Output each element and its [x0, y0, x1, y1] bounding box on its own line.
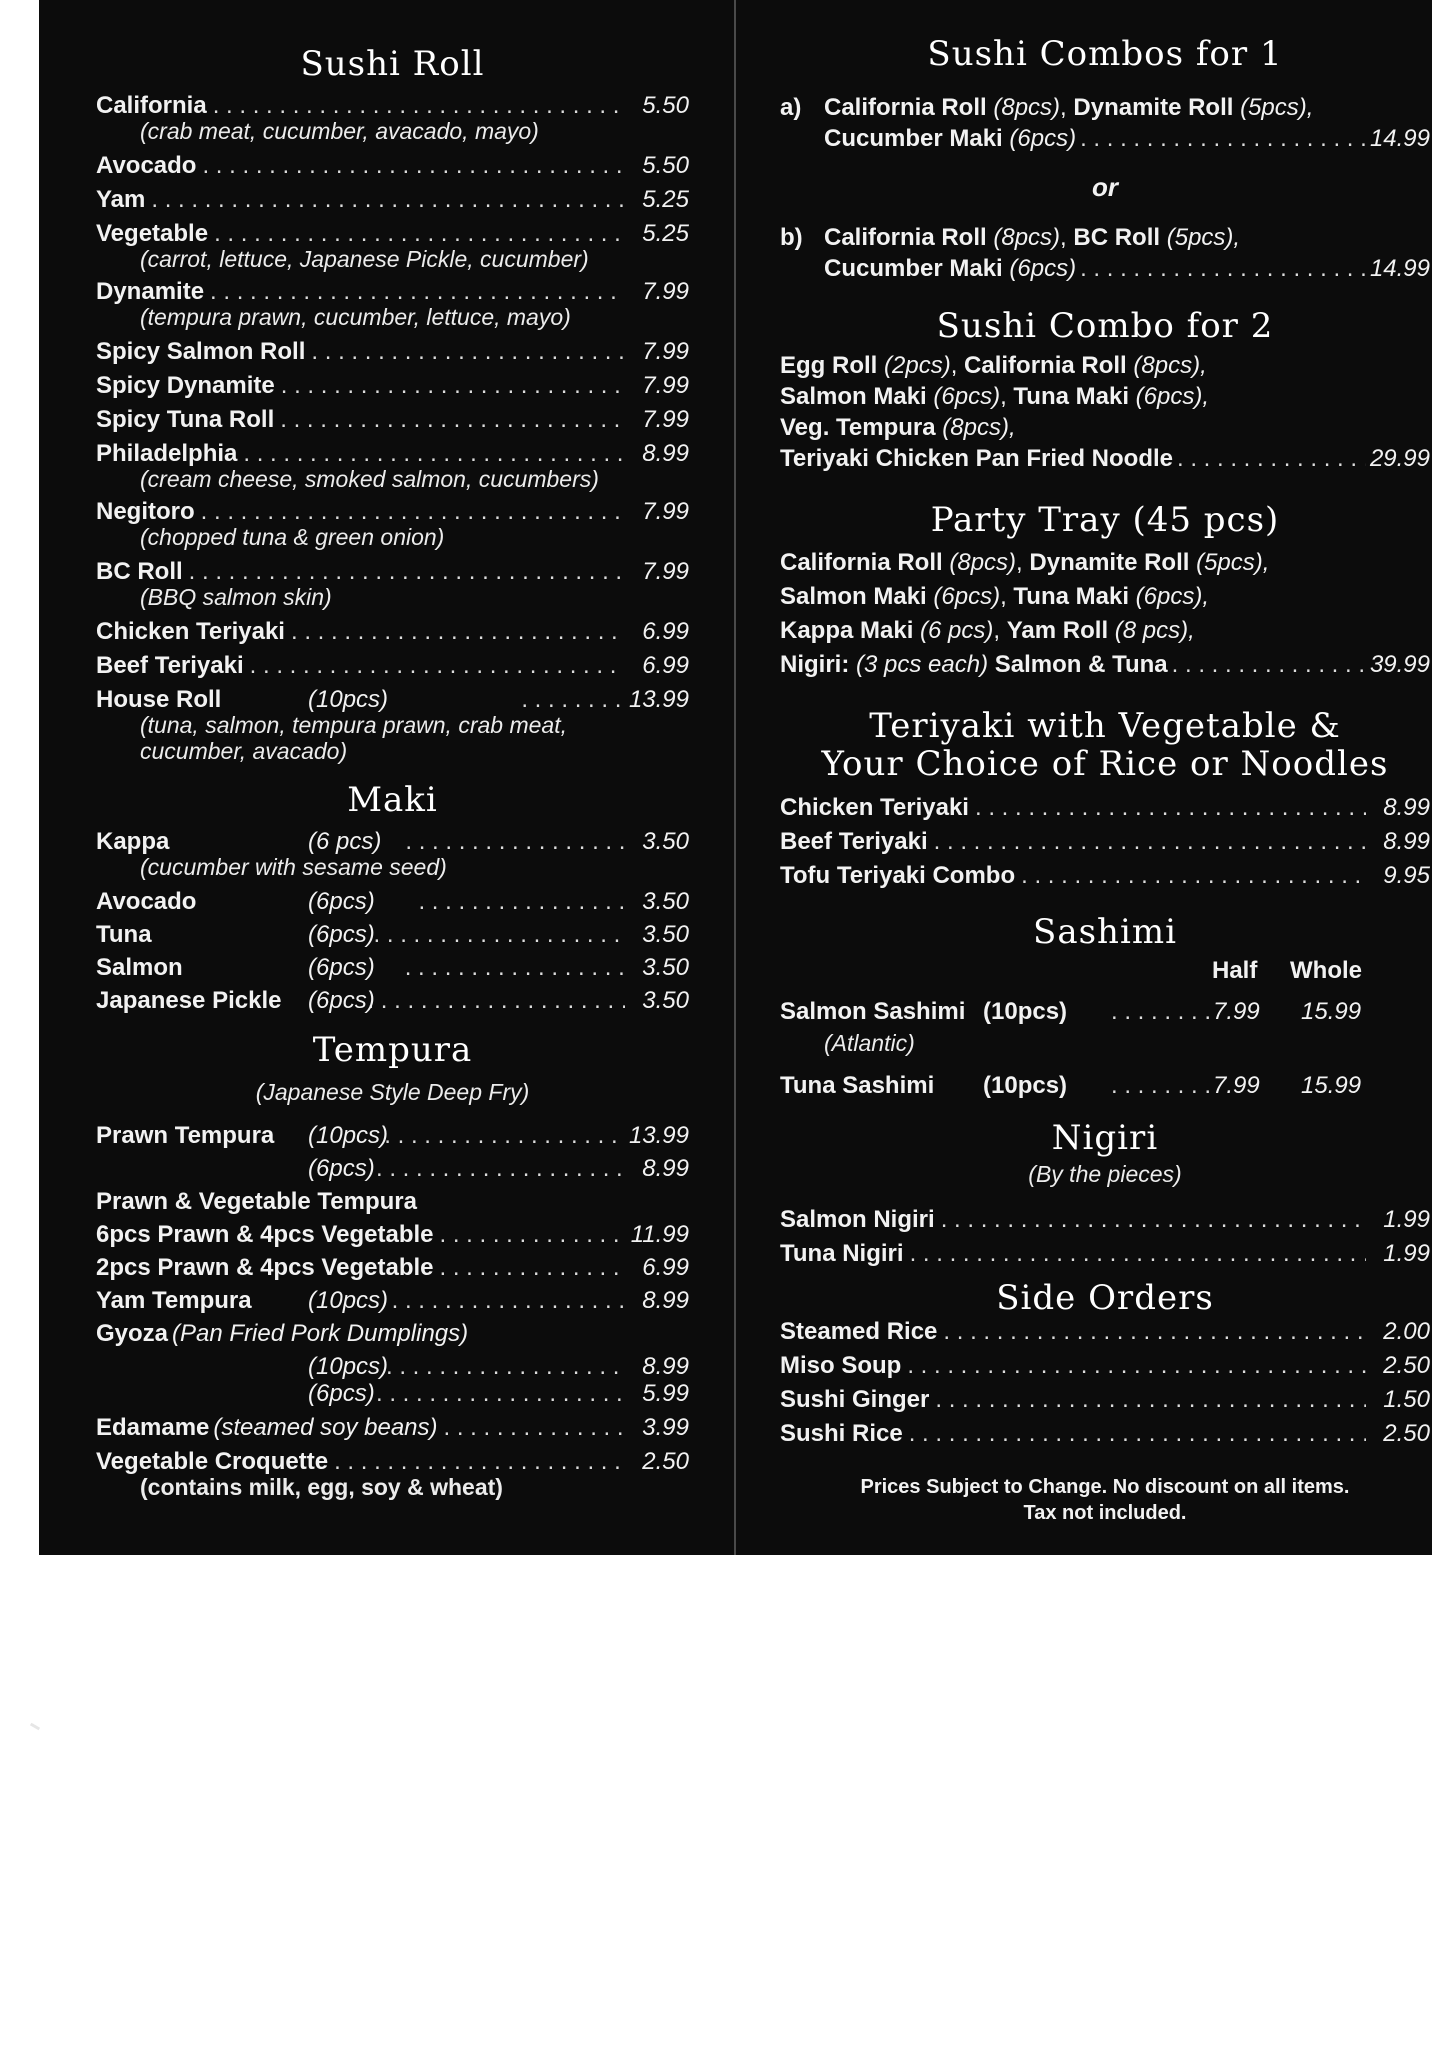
menu-item: Philadelphia . . . 8.99 — [96, 438, 689, 470]
menu-item: California . . . 5.50 — [96, 90, 689, 122]
party-tray-contents: California Roll (8pcs) , Dynamite Roll (5pcs), Salmon Maki (6pcs) , Tuna Maki (6pcs), Kappa Maki (6 pcs) , Yam Roll (8 pcs), Nigiri: (3 pcs each) Salmon & Tuna . . . 39.99 — [780, 546, 1430, 682]
menu-item: Vegetable Croquette . . . 2.50 — [96, 1446, 689, 1478]
combo-for-2-contents: Egg Roll (2pcs) , California Roll (8pcs), Salmon Maki (6pcs) , Tuna Maki (6pcs), Veg. Tempura (8pcs), Teriyaki Chicken Pan Fried Noodle . . . 29.99 — [780, 350, 1430, 474]
menu-item: Avocado . . . 5.50 — [96, 150, 689, 182]
combo-for-2-heading: Sushi Combo for 2 — [936, 306, 1274, 346]
item-description: (cucumber with sesame seed) — [140, 854, 447, 880]
item-description: (tempura prawn, cucumber, lettuce, mayo) — [140, 304, 571, 330]
menu-item: (6pcs) . . . 8.99 — [96, 1153, 689, 1185]
left-column — [96, 0, 689, 1555]
price-note: Prices Subject to Change. No discount on all items. — [860, 1476, 1350, 1498]
combo-a: a) California Roll (8pcs) , Dynamite Roll (5pcs), Cucumber Maki (6pcs) . . . 14.99 — [780, 92, 1430, 154]
menu-sheet — [39, 0, 1432, 1555]
sashimi-row: Tuna Sashimi (10pcs) . . . 7.99 15.99 — [780, 1070, 1430, 1102]
menu-item: Prawn Tempura (10pcs) . . . 13.99 — [96, 1120, 689, 1152]
menu-item: Spicy Salmon Roll . . . 7.99 — [96, 336, 689, 368]
menu-item: Salmon (6pcs) . . . 3.50 — [96, 952, 689, 984]
menu-item: Chicken Teriyaki . . . 6.99 — [96, 616, 689, 648]
maki-heading: Maki — [347, 780, 438, 820]
menu-item: Sushi Rice . . . 2.50 — [780, 1418, 1430, 1450]
menu-item: Edamame (steamed soy beans) . . . 3.99 — [96, 1412, 689, 1444]
or-separator: or — [1092, 172, 1118, 202]
menu-item: Tuna (6pcs) . . . 3.50 — [96, 919, 689, 951]
right-column — [780, 0, 1430, 1555]
sashimi-row: Salmon Sashimi (10pcs) . . . 7.99 15.99 — [780, 996, 1430, 1028]
tempura-heading: Tempura — [312, 1030, 473, 1070]
menu-item: Spicy Tuna Roll . . . 7.99 — [96, 404, 689, 436]
menu-item: Yam . . . 5.25 — [96, 184, 689, 216]
tempura-subtitle: (Japanese Style Deep Fry) — [255, 1079, 530, 1105]
menu-item: Sushi Ginger . . . 1.50 — [780, 1384, 1430, 1416]
menu-item: Prawn & Vegetable Tempura — [96, 1188, 417, 1215]
item-description: (chopped tuna & green onion) — [140, 524, 445, 550]
menu-item: Tuna Nigiri . . . 1.99 — [780, 1238, 1430, 1270]
menu-item: (6pcs) . . . 5.99 — [96, 1378, 689, 1410]
item-description: (crab meat, cucumber, avacado, mayo) — [140, 118, 539, 144]
menu-item: Gyoza (Pan Fried Pork Dumplings) — [96, 1320, 469, 1347]
item-description: (BBQ salmon skin) — [140, 584, 332, 610]
nigiri-subtitle: (By the pieces) — [1028, 1161, 1182, 1187]
sashimi-heading: Sashimi — [1033, 912, 1177, 952]
item-description: (Atlantic) — [824, 1030, 915, 1056]
nigiri-heading: Nigiri — [1051, 1118, 1159, 1158]
menu-item: Vegetable . . . 5.25 — [96, 218, 689, 250]
teriyaki-heading-line1: Teriyaki with Vegetable & — [869, 706, 1341, 746]
column-divider — [734, 0, 736, 1555]
menu-item: Negitoro . . . 7.99 — [96, 496, 689, 528]
scan-speck — [30, 1723, 40, 1731]
whole-column-label: Whole — [1290, 957, 1362, 984]
menu-item: Beef Teriyaki . . . 8.99 — [780, 826, 1430, 858]
half-column-label: Half — [1212, 957, 1258, 984]
menu-item: Miso Soup . . . 2.50 — [780, 1350, 1430, 1382]
menu-item: Avocado (6pcs) . . . 3.50 — [96, 886, 689, 918]
side-orders-heading: Side Orders — [996, 1278, 1214, 1318]
menu-item: 6pcs Prawn & 4pcs Vegetable . . . 11.99 — [96, 1219, 689, 1251]
item-description: (tuna, salmon, tempura prawn, crab meat, — [140, 712, 567, 738]
item-description: (carrot, lettuce, Japanese Pickle, cucumber) — [140, 246, 589, 272]
menu-item: Steamed Rice . . . 2.00 — [780, 1316, 1430, 1348]
menu-item: Japanese Pickle (6pcs) . . . 3.50 — [96, 985, 689, 1017]
menu-item: Yam Tempura (10pcs) . . . 8.99 — [96, 1285, 689, 1317]
party-tray-heading: Party Tray (45 pcs) — [930, 500, 1280, 540]
menu-item: Kappa (6 pcs) . . . 3.50 — [96, 826, 689, 858]
menu-item: Tofu Teriyaki Combo . . . 9.95 — [780, 860, 1430, 892]
combo-b: b) California Roll (8pcs) , BC Roll (5pcs), Cucumber Maki (6pcs) . . . 14.99 — [780, 222, 1430, 284]
item-description: (contains milk, egg, soy & wheat) — [140, 1474, 503, 1500]
item-description: (cream cheese, smoked salmon, cucumbers) — [140, 466, 599, 492]
teriyaki-heading-line2: Your Choice of Rice or Noodles — [821, 744, 1389, 784]
menu-item: (10pcs) . . . 8.99 — [96, 1351, 689, 1383]
menu-item: Spicy Dynamite . . . 7.99 — [96, 370, 689, 402]
menu-item: House Roll (10pcs) . . . 13.99 — [96, 684, 689, 716]
menu-item: Chicken Teriyaki . . . 8.99 — [780, 792, 1430, 824]
sushi-roll-heading: Sushi Roll — [300, 44, 485, 84]
menu-item: BC Roll . . . 7.99 — [96, 556, 689, 588]
combos-for-1-heading: Sushi Combos for 1 — [927, 34, 1283, 74]
menu-item: Salmon Nigiri . . . 1.99 — [780, 1204, 1430, 1236]
menu-item: Beef Teriyaki . . . 6.99 — [96, 650, 689, 682]
menu-item: 2pcs Prawn & 4pcs Vegetable . . . 6.99 — [96, 1252, 689, 1284]
menu-item: Dynamite . . . 7.99 — [96, 276, 689, 308]
tax-note: Tax not included. — [1023, 1502, 1187, 1524]
item-description: cucumber, avacado) — [140, 738, 348, 764]
